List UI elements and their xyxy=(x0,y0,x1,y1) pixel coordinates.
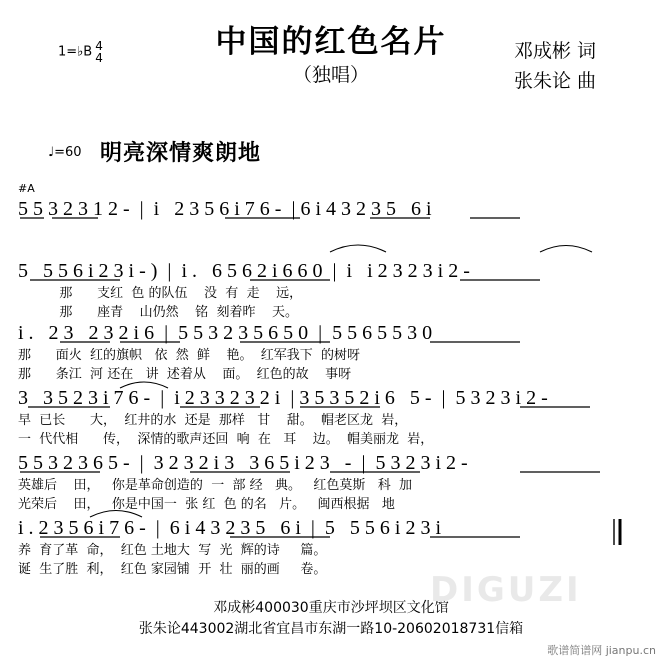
lyric-line-2: 那 条江 河 还在 讲 述着从 面。 红色的故 事呀 xyxy=(18,367,352,382)
notation-line: 5 5 3 2 3 1 2 - | i 2 3 5 6 i 7 6 - | 6 i 4 3 2 3 5 6 i xyxy=(18,198,432,220)
watermark-big: DIGUZI xyxy=(430,570,582,610)
tempo-marking: ♩=60 xyxy=(48,145,82,160)
notation-line: 5 5 5 6 i 2 3 i - ) | i . 6 5 6 2 i 6 6 0 | i i 2 3 2 3 i 2 - xyxy=(18,260,470,282)
time-signature-bottom: 4 xyxy=(95,51,103,65)
page-subtitle: （独唱） xyxy=(292,64,369,86)
staff-row xyxy=(18,320,644,384)
lyric-line-2: 光荣后 田， 你是中国一 张 红 色 的名 片。 闽西根据 地 xyxy=(18,497,395,512)
footer-line-2: 张朱论443002湖北省宜昌市东湖一路10-20602018731信箱 xyxy=(138,621,524,637)
lyric-line-1: 那 面火 红的旗帜 依 然 鲜 艳。 红军我下 的树呀 xyxy=(18,348,361,363)
notation-line: i . 2 3 5 6 i 7 6 - | 6 i 4 3 2 3 5 6 i | 5 5 5 6 i 2 3 i xyxy=(18,517,442,539)
watermark-site: 歌谱简谱网 jianpu.cn xyxy=(547,644,656,657)
lyric-line-1: 早 已长 大， 红井的水 还是 那样 甘 甜。 帽老区龙 岩， xyxy=(18,413,408,428)
staff-row xyxy=(18,258,644,322)
notation-line: 3 3 5 2 3 i 7 6 - | i 2 3 3 2 3 2 i | 3 5 3 5 2 i 6 5 - | 5 3 2 3 i 2 - xyxy=(18,387,548,409)
expression-marking: 明亮深情爽朗地 xyxy=(100,141,262,166)
notation-line: i . 2 3 2 3 2 i 6 | 5 5 3 2 3 5 6 5 0 | 5 5 6 5 5 3 0 xyxy=(18,322,433,344)
page-title: 中国的红色名片 xyxy=(215,24,447,60)
time-signature-top: 4 xyxy=(95,39,103,53)
lyric-line-2: 诞 生了胜 利， 红色 家园铺 开 壮 丽的画 卷。 xyxy=(18,562,327,577)
staff-row xyxy=(18,385,644,449)
notation-line: 5 5 3 2 3 6 5 - | 3 2 3 2 i 3 3 6 5 i 2 3 - | 5 3 2 3 i 2 - xyxy=(18,452,468,474)
staff-row xyxy=(18,450,644,514)
lyric-line-1: 养 育了革 命， 红色 土地大 写 光 辉的诗 篇。 xyxy=(18,543,327,558)
lyric-line-2: 一 代代相 传， 深情的歌声还回 响 在 耳 边。 帽美丽龙 岩， xyxy=(18,432,434,447)
lyric-line-2: 那 座青 山仍然 铭 刻着昨 天。 xyxy=(18,305,298,320)
composer-credit: 张朱论 曲 xyxy=(513,70,596,92)
lyricist-credit: 邓成彬 词 xyxy=(513,40,596,62)
footer-line-1: 邓成彬400030重庆市沙坪坝区文化馆 xyxy=(213,600,449,616)
key-signature-text: 1=♭B xyxy=(58,44,93,60)
credits xyxy=(514,36,596,96)
lyric-line-1: 那 支红 色 的队伍 没 有 走 远， xyxy=(18,286,303,301)
staff-row xyxy=(18,196,644,222)
chord-mark: #A xyxy=(18,182,35,195)
lyric-line-1: 英雄后 田， 你是革命创造的 一 部 经 典。 红色莫斯 科 加 xyxy=(18,478,413,493)
